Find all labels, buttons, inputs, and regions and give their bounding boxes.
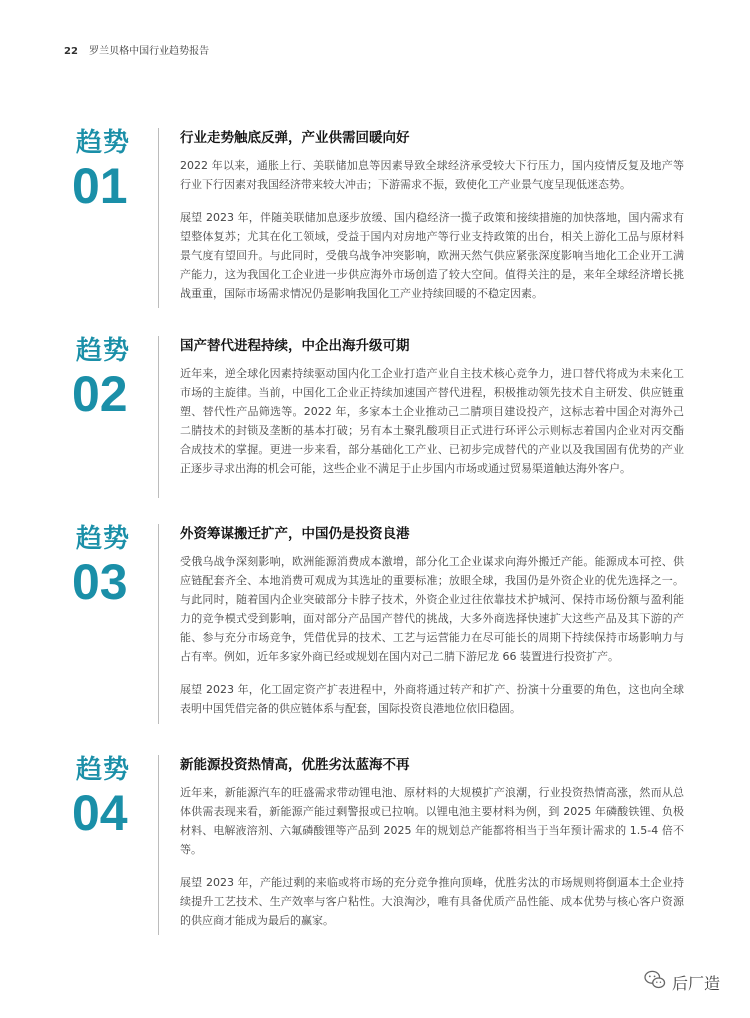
trend-title: 外资筹谋搬迁扩产，中国仍是投资良港	[180, 526, 410, 542]
wechat-icon	[644, 970, 666, 994]
trend-content	[180, 755, 684, 930]
trend-number: 04	[72, 785, 128, 841]
watermark	[644, 970, 720, 994]
vertical-divider	[158, 336, 159, 498]
trend-label-text: 趋势	[76, 524, 131, 554]
trend-title: 国产替代进程持续，中企出海升级可期	[180, 338, 410, 354]
trend-label	[72, 524, 150, 610]
trend-paragraph: 展望 2023 年，化工固定资产扩表进程中，外商将通过转产和扩产、扮演十分重要的角色，这也向全球表明中国凭借完备的供应链体系与配套，国际投资良港地位依旧稳固。	[180, 683, 684, 715]
trend-number: 02	[72, 366, 128, 422]
vertical-divider	[158, 524, 159, 724]
trend-label	[72, 336, 150, 422]
trend-title: 新能源投资热情高，优胜劣汰蓝海不再	[180, 757, 410, 773]
vertical-divider	[158, 128, 159, 308]
trend-content	[180, 336, 684, 478]
trend-paragraph: 受俄乌战争深刻影响，欧洲能源消费成本激增，部分化工企业谋求向海外搬迁产能。能源成本可控、供应链配套齐全、本地消费可观成为其选址的重要标准；放眼全球，我国仍是外资企业的优先选择之一。与此同时，随着国内企业突破部分卡脖子技术，外资企业过往依靠技术护城河、保持市场份额与盈利能力的竞争模式受到影响，面对部分产品国产替代的挑战，大多外商选择快速扩大这些产品及其下游的产能、参与充分市场竞争，凭借优异的技术、工艺与运营能力在尽可能长的周期下持续保持市场影响力与占有率。例如，近年多家外商已经或规划在国内对己二腈下游尼龙 66 装置进行投资扩产。	[180, 555, 684, 663]
trend-title: 行业走势触底反弹，产业供需回暖向好	[180, 130, 410, 146]
page-number: 22	[64, 46, 78, 57]
vertical-divider	[158, 755, 159, 935]
trend-paragraph: 展望 2023 年，产能过剩的来临或将市场的充分竞争推向顶峰，优胜劣汰的市场规则将倒逼本土企业持续提升工艺技术、生产效率与客户粘性。大浪淘沙，唯有具备优质产品性能、成本优势与核心客户资源的供应商才能成为最后的赢家。	[180, 876, 684, 927]
trend-content	[180, 128, 684, 303]
trend-label-text: 趋势	[76, 336, 131, 366]
trend-content	[180, 524, 684, 718]
trend-label-text: 趋势	[76, 128, 131, 158]
trend-number: 01	[72, 158, 128, 214]
report-title: 罗兰贝格中国行业趋势报告	[89, 46, 210, 57]
trend-label-text: 趋势	[76, 755, 131, 785]
trend-number: 03	[72, 554, 128, 610]
trend-label	[72, 128, 150, 214]
trend-paragraph: 近年来，新能源汽车的旺盛需求带动锂电池、原材料的大规模扩产浪潮，行业投资热情高涨，然而从总体供需表现来看，新能源产能过剩警报或已拉响。以锂电池主要材料为例，到 2025 年磷酸铁锂、负极材料、电解液溶剂、六氟磷酸锂等产品到 2025 年的规划总产能都将相当于当年预计需求的 1.5-4 倍不等。	[180, 786, 684, 856]
trend-paragraph: 2022 年以来，通胀上行、美联储加息等因素导致全球经济承受较大下行压力，国内疫情反复及地产等行业下行因素对我国经济带来较大冲击；下游需求不振，致使化工产业景气度呈现低迷态势。	[180, 159, 684, 191]
trend-label	[72, 755, 150, 841]
page-header	[64, 42, 209, 57]
trend-paragraph: 展望 2023 年，伴随美联储加息逐步放缓、国内稳经济一揽子政策和接续措施的加快落地，国内需求有望整体复苏；尤其在化工领域，受益于国内对房地产等行业支持政策的出台，相关上游化工品与原材料景气度有望回升。与此同时，受俄乌战争冲突影响，欧洲天然气供应紧张深度影响当地化工企业开工满产能力，这为我国化工企业进一步供应海外市场创造了较大空间。值得关注的是，来年全球经济增长挑战重重，国际市场需求情况仍是影响我国化工产业持续回暖的不稳定因素。	[180, 211, 684, 300]
watermark-text: 后厂造	[671, 973, 720, 993]
trend-paragraph: 近年来，逆全球化因素持续驱动国内化工企业打造产业自主技术核心竞争力，进口替代将成为未来化工市场的主旋律。当前，中国化工企业正持续加速国产替代进程，积极推动领先技术自主研发、供应链重塑、替代性产品筛选等。2022 年，多家本土企业推动己二腈项目建设投产，这标志着中国企对海外己二腈技术的封锁及垄断的基本打破；另有本土聚乳酸项目正式进行环评公示则标志着国内企业对丙交酯合成技术的掌握。更进一步来看，部分基础化工产业、已初步完成替代的产业以及我国固有优势的产业正逐步寻求出海的机会可能，这些企业不满足于止步国内市场或通过贸易渠道触达海外客户。	[180, 367, 684, 475]
